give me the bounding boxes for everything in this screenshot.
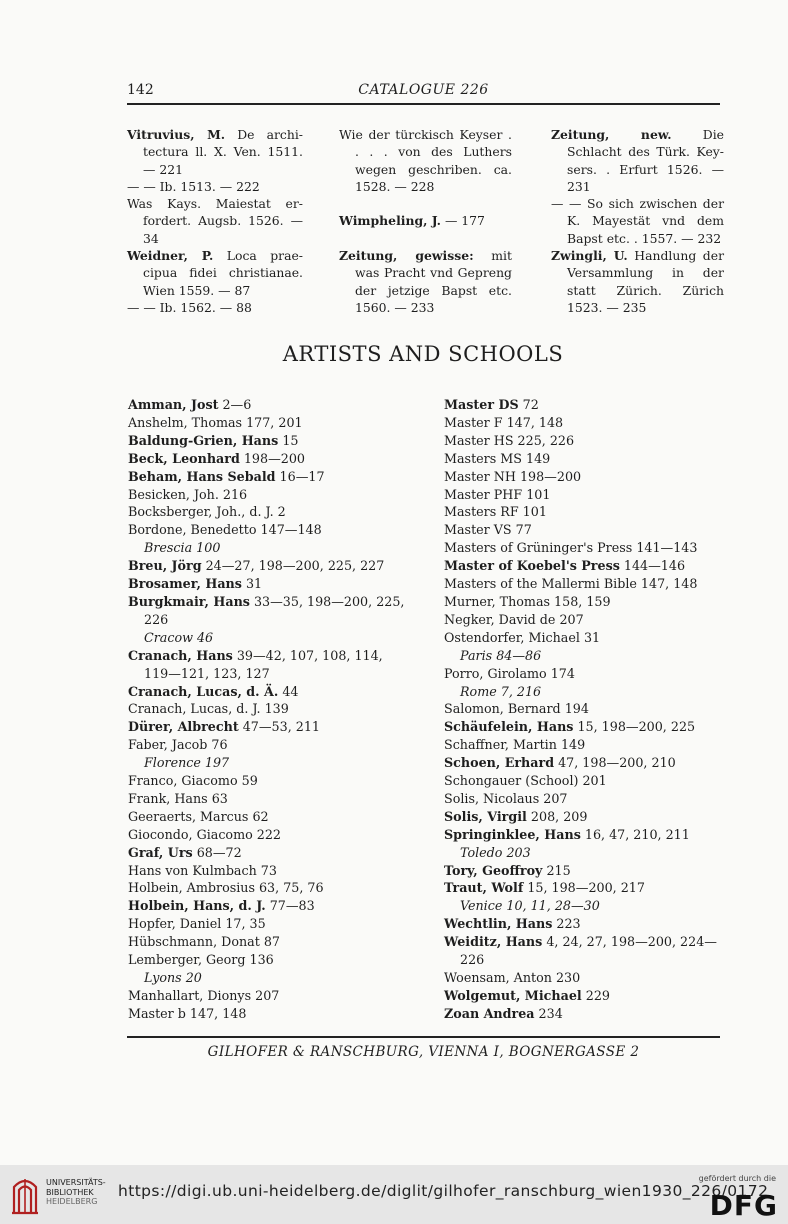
index-entry <box>128 539 404 557</box>
index-entry <box>128 521 404 539</box>
index-entry <box>444 933 717 951</box>
index-entry <box>128 557 404 575</box>
entry-text: 215 <box>542 862 571 878</box>
place-name: Florence <box>144 755 201 771</box>
artist-name: Faber, Jacob 76 <box>128 737 228 753</box>
artist-name: Master HS 225, 226 <box>444 432 575 448</box>
artist-name: Salomon, Bernard 194 <box>444 701 589 717</box>
place-name: Venice <box>460 898 503 914</box>
artist-name: Anshelm, Thomas 177, 201 <box>128 414 303 430</box>
artist-name: Weiditz, Hans <box>444 934 543 950</box>
entry-text: 119—121, 123, 127 <box>144 665 270 681</box>
index-entry <box>444 844 717 862</box>
index-entry <box>128 486 404 504</box>
index-entry <box>128 629 404 647</box>
index-entry <box>128 951 404 969</box>
catalogue-entry <box>127 126 303 178</box>
footer-rule <box>127 1036 720 1038</box>
artist-name: Masters of Grüninger's Press 141—143 <box>444 540 698 556</box>
index-entry <box>128 933 404 951</box>
place-name: Paris <box>460 647 493 663</box>
entries-column-1 <box>127 126 303 316</box>
catalogue-entry <box>127 195 303 247</box>
catalogue-entry <box>339 126 512 195</box>
index-entry <box>128 575 404 593</box>
artist-name: Schaffner, Martin 149 <box>444 737 586 753</box>
entry-text: — — Ib. 1513. — 222 <box>127 178 260 194</box>
entry-text: 2—6 <box>218 397 252 412</box>
artist-name: Cranach, Hans <box>128 647 233 663</box>
entry-text: 15, 198—200, 217 <box>523 880 645 896</box>
index-entry <box>444 790 717 808</box>
artist-name: Beck, Leonhard <box>128 450 240 466</box>
catalogue-entry <box>127 178 303 195</box>
library-name-line-3: HEIDELBERG <box>46 1197 98 1206</box>
index-entry <box>128 879 404 897</box>
index-entry <box>128 414 404 432</box>
index-entry <box>444 611 717 629</box>
artist-name: Schoen, Erhard <box>444 755 555 771</box>
place-name: Cracow <box>144 629 193 645</box>
index-entry <box>444 897 717 915</box>
index-entry <box>128 611 404 629</box>
artist-name: Masters MS 149 <box>444 450 551 466</box>
index-entry <box>128 826 404 844</box>
artists-column-left <box>128 396 404 1023</box>
artist-name: Master PHF 101 <box>444 486 551 502</box>
entry-text: 223 <box>552 916 581 932</box>
running-header <box>127 82 720 102</box>
index-entry <box>444 468 717 486</box>
index-entry <box>128 790 404 808</box>
index-entry <box>128 1005 404 1023</box>
index-entry <box>444 808 717 826</box>
artist-name: Besicken, Joh. 216 <box>128 486 248 502</box>
entry-text: — — Ib. 1562. — 88 <box>127 299 252 315</box>
university-library-logo-icon <box>10 1173 40 1217</box>
index-entry <box>444 736 717 754</box>
index-entry <box>128 396 404 414</box>
artist-name: Woensam, Anton 230 <box>444 970 581 985</box>
index-entry <box>128 593 404 611</box>
entry-text: 16—17 <box>275 468 325 484</box>
funding-note: gefördert durch die <box>698 1174 776 1183</box>
index-entry <box>128 987 404 1005</box>
entry-text: 33—35, 198—200, 225, <box>249 593 405 609</box>
entry-text: Handlung der Versammlung in der statt Zürich. Zürich 1523. — 235 <box>567 248 724 315</box>
entry-text: De archi-tectura ll. X. Ven. 1511. — 221 <box>143 127 303 177</box>
entry-text: 226 <box>460 952 485 968</box>
artist-name: Hans von Kulmbach 73 <box>128 862 277 878</box>
entry-text: — 177 <box>441 213 485 229</box>
index-entry <box>444 629 717 647</box>
artist-name: Giocondo, Giacomo 222 <box>128 826 281 842</box>
entry-heading: Zeitung, gewisse: <box>339 248 474 264</box>
artist-name: Master b 147, 148 <box>128 1005 247 1021</box>
entry-text: 100 <box>192 540 221 556</box>
artist-name: Franco, Giacomo 59 <box>128 773 258 789</box>
artist-name: Beham, Hans Sebald <box>128 468 276 484</box>
artist-name: Murner, Thomas 158, 159 <box>444 593 611 609</box>
place-name: Rome <box>460 683 497 699</box>
artist-name: Tory, Geoffroy <box>444 862 543 878</box>
entry-text: 72 <box>518 397 539 412</box>
index-entry <box>128 736 404 754</box>
artist-name: Master F 147, 148 <box>444 414 564 430</box>
index-entry <box>128 915 404 933</box>
catalogue-entry <box>339 212 512 229</box>
index-entry <box>128 862 404 880</box>
index-entry <box>444 503 717 521</box>
library-name-line-1: UNIVERSITÄTS- <box>46 1178 106 1187</box>
index-entry <box>444 915 717 933</box>
place-name: Lyons <box>144 970 182 985</box>
index-entry <box>128 700 404 718</box>
index-entry <box>128 450 404 468</box>
index-entry <box>444 575 717 593</box>
artist-name: Master VS 77 <box>444 522 532 538</box>
catalogue-entry <box>551 126 724 195</box>
entry-text: 47, 198—200, 210 <box>554 755 676 771</box>
catalogue-entry <box>339 247 512 316</box>
entry-text: 208, 209 <box>526 808 588 824</box>
entry-heading: Weidner, P. <box>127 248 214 264</box>
entry-text: 68—72 <box>192 844 242 860</box>
index-entry <box>444 432 717 450</box>
artist-name: Frank, Hans 63 <box>128 790 228 806</box>
index-entry <box>444 718 717 736</box>
catalogue-title: CATALOGUE 226 <box>358 82 489 98</box>
index-entry <box>128 897 404 915</box>
artist-name: Porro, Girolamo 174 <box>444 665 575 681</box>
artist-name: Baldung-Grien, Hans <box>128 432 279 448</box>
entry-text: 226 <box>144 611 169 627</box>
index-entry <box>444 879 717 897</box>
entry-text: — — So sich zwischen der K. Mayestät vnd dem Bapst etc. . 1557. — 232 <box>551 196 724 246</box>
artist-name: Holbein, Hans, d. J. <box>128 898 266 914</box>
artist-name: Master NH 198—200 <box>444 468 582 484</box>
place-name: Toledo <box>460 844 503 860</box>
artist-name: Negker, David de 207 <box>444 611 584 627</box>
entry-text: 24—27, 198—200, 225, 227 <box>201 558 385 574</box>
artist-name: Schongauer (School) 201 <box>444 773 607 789</box>
index-entry <box>444 486 717 504</box>
index-entry <box>444 521 717 539</box>
entry-text: 44 <box>278 683 299 699</box>
entry-heading: Vitruvius, M. <box>127 127 226 142</box>
index-entry <box>128 808 404 826</box>
artist-name: Zoan Andrea <box>444 1005 535 1021</box>
artist-name: Bocksberger, Joh., d. J. 2 <box>128 504 286 520</box>
artist-name: Wolgemut, Michael <box>444 987 582 1003</box>
entry-text: 15, 198—200, 225 <box>573 719 696 735</box>
entry-text: 46 <box>192 629 214 645</box>
entry-text: Wie der türckisch Keyser . . . . von des Luthers wegen geschriben. ca. 1528. — 228 <box>339 127 512 194</box>
library-name-line-2: BIBLIOTHEK <box>46 1187 94 1197</box>
index-entry <box>128 718 404 736</box>
artist-name: Amman, Jost <box>128 397 219 412</box>
artist-name: Dürer, Albrecht <box>128 719 239 735</box>
artist-name: Springinklee, Hans <box>444 826 581 842</box>
entry-text: 10, 11, 28—30 <box>502 898 600 914</box>
artist-name: Cranach, Lucas, d. J. 139 <box>128 701 289 717</box>
index-entry <box>444 593 717 611</box>
catalogue-entry <box>127 247 303 299</box>
library-name <box>46 1178 106 1207</box>
artist-name: Bordone, Benedetto 147—148 <box>128 522 322 538</box>
entry-text: 229 <box>581 987 610 1003</box>
index-entry <box>128 969 404 987</box>
artist-name: Brosamer, Hans <box>128 576 242 592</box>
entry-text: 16, 47, 210, 211 <box>580 826 690 842</box>
index-entry <box>444 539 717 557</box>
index-entry <box>128 754 404 772</box>
index-entry <box>444 862 717 880</box>
artist-name: Manhallart, Dionys 207 <box>128 987 280 1003</box>
entry-heading: Zeitung, new. <box>551 127 672 142</box>
index-entry <box>444 1005 717 1023</box>
header-rule <box>127 103 720 105</box>
entry-text: 20 <box>181 970 202 985</box>
artist-name: Burgkmair, Hans <box>128 593 250 609</box>
index-entry <box>444 414 717 432</box>
artist-name: Geeraerts, Marcus 62 <box>128 808 269 824</box>
entry-text: 7, 216 <box>496 683 542 699</box>
artist-name: Solis, Virgil <box>444 808 527 824</box>
artist-name: Master of Koebel's Press <box>444 558 620 574</box>
permalink-url[interactable]: https://digi.ub.uni-heidelberg.de/diglit/gilhofer_ranschburg_wien1930_226/0172 <box>118 1182 769 1200</box>
entries-column-2 <box>339 126 512 316</box>
viewer-bottom-bar <box>0 1165 788 1224</box>
catalogue-entry <box>551 247 724 316</box>
index-entry <box>444 951 717 969</box>
artist-name: Masters RF 101 <box>444 504 547 520</box>
entries-column-3 <box>551 126 724 316</box>
artist-name: Solis, Nicolaus 207 <box>444 790 568 806</box>
entry-text: Was Kays. Maiestat er-fordert. Augsb. 1526. — 34 <box>127 196 303 246</box>
artist-name: Schäufelein, Hans <box>444 719 574 735</box>
artist-name: Graf, Urs <box>128 844 193 860</box>
index-entry <box>444 557 717 575</box>
artist-name: Holbein, Ambrosius 63, 75, 76 <box>128 880 324 896</box>
artist-name: Lemberger, Georg 136 <box>128 952 274 968</box>
index-entry <box>444 647 717 665</box>
index-entry <box>444 826 717 844</box>
artist-name: Wechtlin, Hans <box>444 916 553 932</box>
index-entry <box>128 647 404 665</box>
index-entry <box>128 503 404 521</box>
entry-text: 47—53, 211 <box>238 719 320 735</box>
index-entry <box>128 772 404 790</box>
artist-name: Masters of the Mallermi Bible 147, 148 <box>444 576 698 592</box>
entry-text: Loca prae-cipua fidei christianae. Wien 1559. — 87 <box>143 248 303 298</box>
entry-text: 31 <box>241 576 263 592</box>
index-entry <box>128 432 404 450</box>
index-entry <box>444 450 717 468</box>
index-entry <box>444 683 717 701</box>
section-title: ARTISTS AND SCHOOLS <box>282 342 564 366</box>
index-entry <box>128 844 404 862</box>
entry-heading: Wimpheling, J. <box>339 213 441 229</box>
entry-text: mit was Pracht vnd Gepreng der jetzige Bapst etc. 1560. — 233 <box>355 248 512 315</box>
artists-column-right <box>444 396 717 1023</box>
entry-text: 39—42, 107, 108, 114, <box>232 647 383 663</box>
index-entry <box>444 969 717 987</box>
dfg-logo: DFG <box>709 1189 778 1222</box>
place-name: Brescia <box>144 540 193 556</box>
catalogue-entry <box>127 299 303 316</box>
artist-name: Traut, Wolf <box>444 880 524 896</box>
entry-text: 15 <box>278 432 299 448</box>
entry-text: 198—200 <box>239 450 305 466</box>
artist-name: Hübschmann, Donat 87 <box>128 934 280 950</box>
artist-name: Master DS <box>444 397 519 412</box>
entry-text: 144—146 <box>619 558 686 574</box>
entry-text: 203 <box>502 844 531 860</box>
index-entry <box>444 700 717 718</box>
index-entry <box>444 772 717 790</box>
entry-heading: Zwingli, U. <box>551 248 628 264</box>
artist-name: Ostendorfer, Michael 31 <box>444 629 601 645</box>
entry-text: Die Schlacht des Türk. Key-sers. . Erfurt 1526. — 231 <box>567 127 724 194</box>
entry-text: 197 <box>200 755 230 771</box>
artist-name: Cranach, Lucas, d. Ä. <box>128 683 279 699</box>
entry-text: 77—83 <box>265 898 315 914</box>
artist-name: Breu, Jörg <box>128 558 202 574</box>
index-entry <box>128 468 404 486</box>
index-entry <box>128 665 404 683</box>
page-number: 142 <box>127 82 154 98</box>
catalogue-entry <box>551 195 724 247</box>
entry-text: 234 <box>534 1005 563 1021</box>
index-entry <box>444 396 717 414</box>
index-entry <box>444 665 717 683</box>
index-entry <box>444 754 717 772</box>
index-entry <box>444 987 717 1005</box>
index-entry <box>128 683 404 701</box>
artist-name: Hopfer, Daniel 17, 35 <box>128 916 266 932</box>
entry-text: 84—86 <box>492 647 542 663</box>
entry-text: 4, 24, 27, 198—200, 224— <box>542 934 717 950</box>
publisher-footer: GILHOFER & RANSCHBURG, VIENNA I, BOGNERGASSE 2 <box>207 1044 640 1060</box>
